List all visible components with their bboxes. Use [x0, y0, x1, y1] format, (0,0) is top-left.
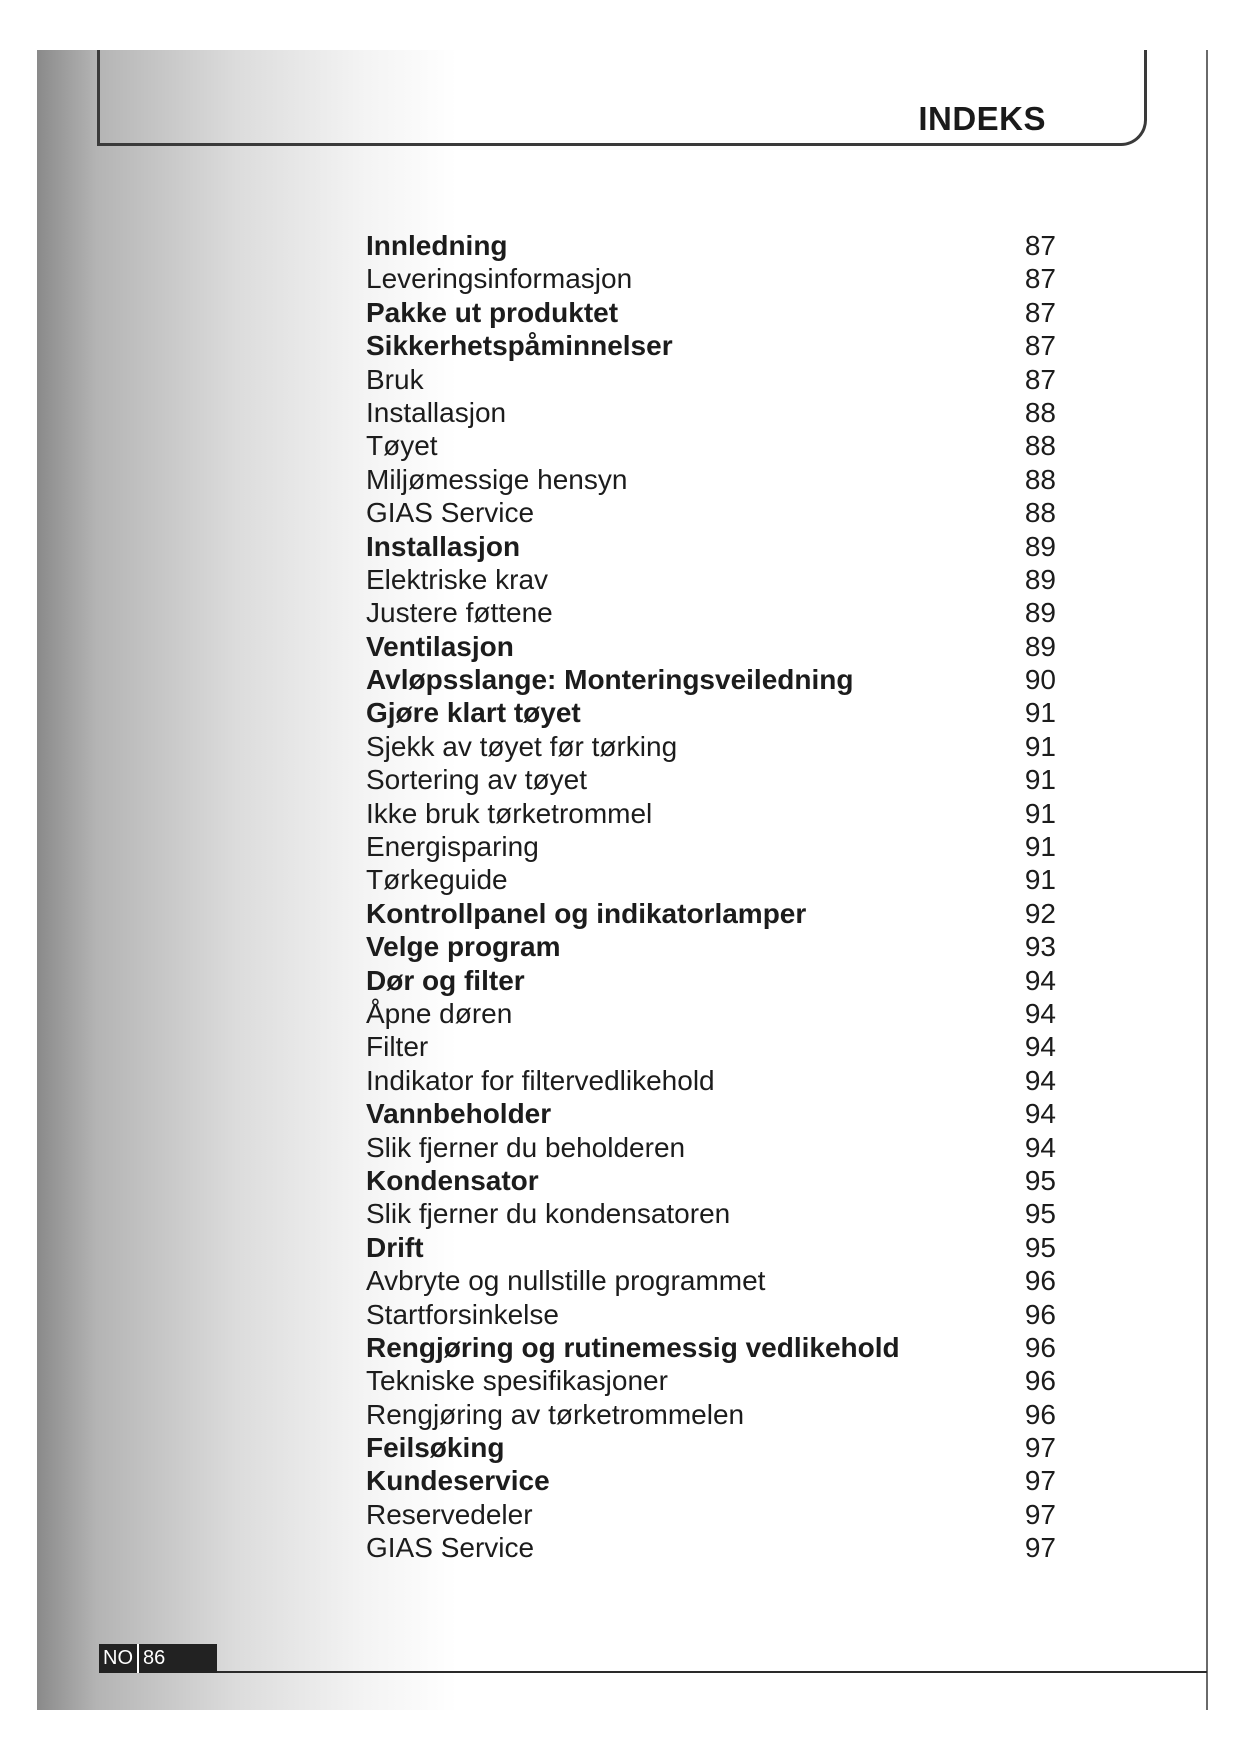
toc-entry-label: GIAS Service	[366, 497, 535, 529]
toc-entry[interactable]	[366, 1131, 1056, 1164]
toc-entry[interactable]	[366, 329, 1056, 362]
toc-entry[interactable]	[366, 1064, 1056, 1097]
toc-entry-label: Feilsøking	[366, 1432, 505, 1464]
toc-entry-label: Reservedeler	[366, 1498, 533, 1530]
toc-entry-page: 90	[1024, 664, 1056, 696]
toc-entry[interactable]	[366, 363, 1056, 396]
toc-entry[interactable]	[366, 863, 1056, 896]
toc-entry-page: 91	[1024, 831, 1056, 863]
toc-entry-page: 96	[1024, 1331, 1056, 1363]
toc-entry-page: 96	[1024, 1298, 1056, 1330]
toc-entry[interactable]	[366, 1030, 1056, 1063]
toc-entry[interactable]	[366, 1331, 1056, 1364]
footer-rule	[185, 1671, 1207, 1673]
badge-tail	[169, 1644, 217, 1673]
toc-entry[interactable]	[366, 964, 1056, 997]
toc-entry[interactable]	[366, 496, 1056, 529]
toc-entry-label: Ikke bruk tørketrommel	[366, 797, 653, 829]
toc-entry[interactable]	[366, 630, 1056, 663]
toc-entry-label: Sikkerhetspåminnelser	[366, 330, 673, 362]
toc-entry[interactable]	[366, 696, 1056, 729]
toc-entry[interactable]	[366, 396, 1056, 429]
toc-entry-label: Innledning	[366, 230, 508, 261]
toc-entry-label: Installasjon	[366, 396, 507, 428]
page-title: INDEKS	[918, 100, 1046, 137]
toc-entry-label: Energisparing	[366, 831, 539, 863]
toc-entry[interactable]	[366, 797, 1056, 830]
toc-entry-label: Startforsinkelse	[366, 1298, 559, 1330]
toc-entry-page: 97	[1024, 1498, 1056, 1530]
toc-entry-label: Avbryte og nullstille programmet	[366, 1265, 766, 1297]
toc-entry-page: 89	[1024, 597, 1056, 629]
toc-entry[interactable]	[366, 1231, 1056, 1264]
toc-entry[interactable]	[366, 530, 1056, 563]
toc-entry-page: 89	[1024, 563, 1056, 595]
toc-entry-label: GIAS Service	[366, 1532, 535, 1564]
toc-entry-label: Ventilasjon	[366, 630, 514, 662]
toc-entry-label: Kondensator	[366, 1164, 539, 1196]
toc-entry[interactable]	[366, 296, 1056, 329]
toc-entry-label: Filter	[366, 1031, 429, 1063]
toc-entry-page: 97	[1024, 1465, 1056, 1497]
toc-entry[interactable]	[366, 763, 1056, 796]
toc-entry[interactable]	[366, 1298, 1056, 1331]
toc-entry[interactable]	[366, 262, 1056, 295]
toc-entry-page: 91	[1024, 797, 1056, 829]
toc-entry[interactable]	[366, 663, 1056, 696]
toc-entry-label: Drift	[366, 1231, 424, 1263]
toc-entry-label: Tekniske spesifikasjoner	[366, 1365, 668, 1397]
toc-entry-label: Tørkeguide	[366, 864, 508, 896]
toc-entry-page: 94	[1024, 1098, 1056, 1130]
toc-entry[interactable]	[366, 930, 1056, 963]
toc-entry[interactable]	[366, 1197, 1056, 1230]
toc-entry-label: Avløpsslange: Monteringsveiledning	[366, 664, 854, 696]
toc-entry-label: Slik fjerner du beholderen	[366, 1131, 686, 1163]
toc-entry[interactable]	[366, 1164, 1056, 1197]
toc-entry-label: Miljømessige hensyn	[366, 463, 628, 495]
toc-entry-page: 89	[1024, 630, 1056, 662]
toc-entry-page: 94	[1024, 997, 1056, 1029]
toc-entry-page: 88	[1024, 463, 1056, 495]
toc-entry[interactable]	[366, 1097, 1056, 1130]
toc-entry-page: 96	[1024, 1265, 1056, 1297]
toc-entry-page: 87	[1024, 230, 1056, 261]
toc-entry-page: 94	[1024, 1131, 1056, 1163]
toc-entry-page: 94	[1024, 1031, 1056, 1063]
toc-entry[interactable]	[366, 1431, 1056, 1464]
toc-entry-label: Sjekk av tøyet før tørking	[366, 730, 678, 762]
toc-entry[interactable]	[366, 997, 1056, 1030]
toc-entry[interactable]	[366, 463, 1056, 496]
toc-entry[interactable]	[366, 830, 1056, 863]
toc-entry-page: 91	[1024, 697, 1056, 729]
toc-entry[interactable]	[366, 897, 1056, 930]
toc-entry-label: Elektriske krav	[366, 563, 549, 595]
toc-entry-page: 87	[1024, 330, 1056, 362]
toc-entry-label: Justere føttene	[366, 597, 553, 629]
toc-entry-page: 91	[1024, 730, 1056, 762]
toc-entry-label: Indikator for filtervedlikehold	[366, 1064, 715, 1096]
toc-entry-label: Tøyet	[366, 430, 438, 462]
toc-entry[interactable]	[366, 1464, 1056, 1497]
toc-entry-page: 95	[1024, 1164, 1056, 1196]
toc-entry-page: 94	[1024, 964, 1056, 996]
toc-entry-label: Gjøre klart tøyet	[366, 697, 581, 729]
toc-entry-page: 95	[1024, 1231, 1056, 1263]
toc-entry-page: 89	[1024, 530, 1056, 562]
toc-entry-label: Bruk	[366, 363, 424, 395]
toc-entry-label: Installasjon	[366, 530, 521, 562]
toc-entry-page: 87	[1024, 363, 1056, 395]
toc-entry-page: 91	[1024, 864, 1056, 896]
toc-entry-label: Pakke ut produktet	[366, 296, 619, 328]
toc-entry-page: 88	[1024, 430, 1056, 462]
toc-entry-page: 88	[1024, 396, 1056, 428]
toc-entry-label: Rengjøring og rutinemessig vedlikehold	[366, 1331, 900, 1363]
toc-entry-page: 96	[1024, 1365, 1056, 1397]
toc-entry[interactable]	[366, 1531, 1056, 1564]
toc-entry-label: Slik fjerner du kondensatoren	[366, 1198, 731, 1230]
toc-entry[interactable]	[366, 1364, 1056, 1397]
toc-entry-page: 87	[1024, 263, 1056, 295]
toc-entry[interactable]	[366, 429, 1056, 462]
toc-entry-page: 97	[1024, 1432, 1056, 1464]
language-code: NO	[103, 1647, 133, 1669]
toc-entry-label: Kundeservice	[366, 1465, 550, 1497]
toc-entry[interactable]	[366, 563, 1056, 596]
toc-entry-page: 94	[1024, 1064, 1056, 1096]
page-number-badge	[99, 1644, 217, 1673]
toc-entry-page: 96	[1024, 1398, 1056, 1430]
toc-entry-label: Dør og filter	[366, 964, 525, 996]
toc-entry-label: Rengjøring av tørketrommelen	[366, 1398, 745, 1430]
right-border-rule	[1206, 50, 1208, 1710]
toc-entry-page: 92	[1024, 897, 1056, 929]
toc-entry-label: Velge program	[366, 931, 561, 963]
toc-entry[interactable]	[366, 1264, 1056, 1297]
toc-entry-page: 91	[1024, 764, 1056, 796]
toc-entry-label: Åpne døren	[366, 997, 513, 1029]
toc-entry-page: 87	[1024, 296, 1056, 328]
toc-entry[interactable]	[366, 1498, 1056, 1531]
toc-entry-page: 95	[1024, 1198, 1056, 1230]
toc-entry-label: Kontrollpanel og indikatorlamper	[366, 897, 807, 929]
toc-entry-page: 88	[1024, 497, 1056, 529]
toc-entry-label: Leveringsinformasjon	[366, 263, 633, 295]
toc-entry[interactable]	[366, 730, 1056, 763]
page-number: 86	[143, 1647, 166, 1669]
toc-entry-label: Vannbeholder	[366, 1098, 552, 1130]
toc-entry-page: 97	[1024, 1532, 1056, 1564]
toc-entry-page: 93	[1024, 931, 1056, 963]
toc-entry[interactable]	[366, 1398, 1056, 1431]
toc-entry[interactable]	[366, 229, 1056, 262]
toc-entry[interactable]	[366, 596, 1056, 629]
toc-entry-label: Sortering av tøyet	[366, 764, 587, 796]
table-of-contents	[366, 229, 1056, 1565]
